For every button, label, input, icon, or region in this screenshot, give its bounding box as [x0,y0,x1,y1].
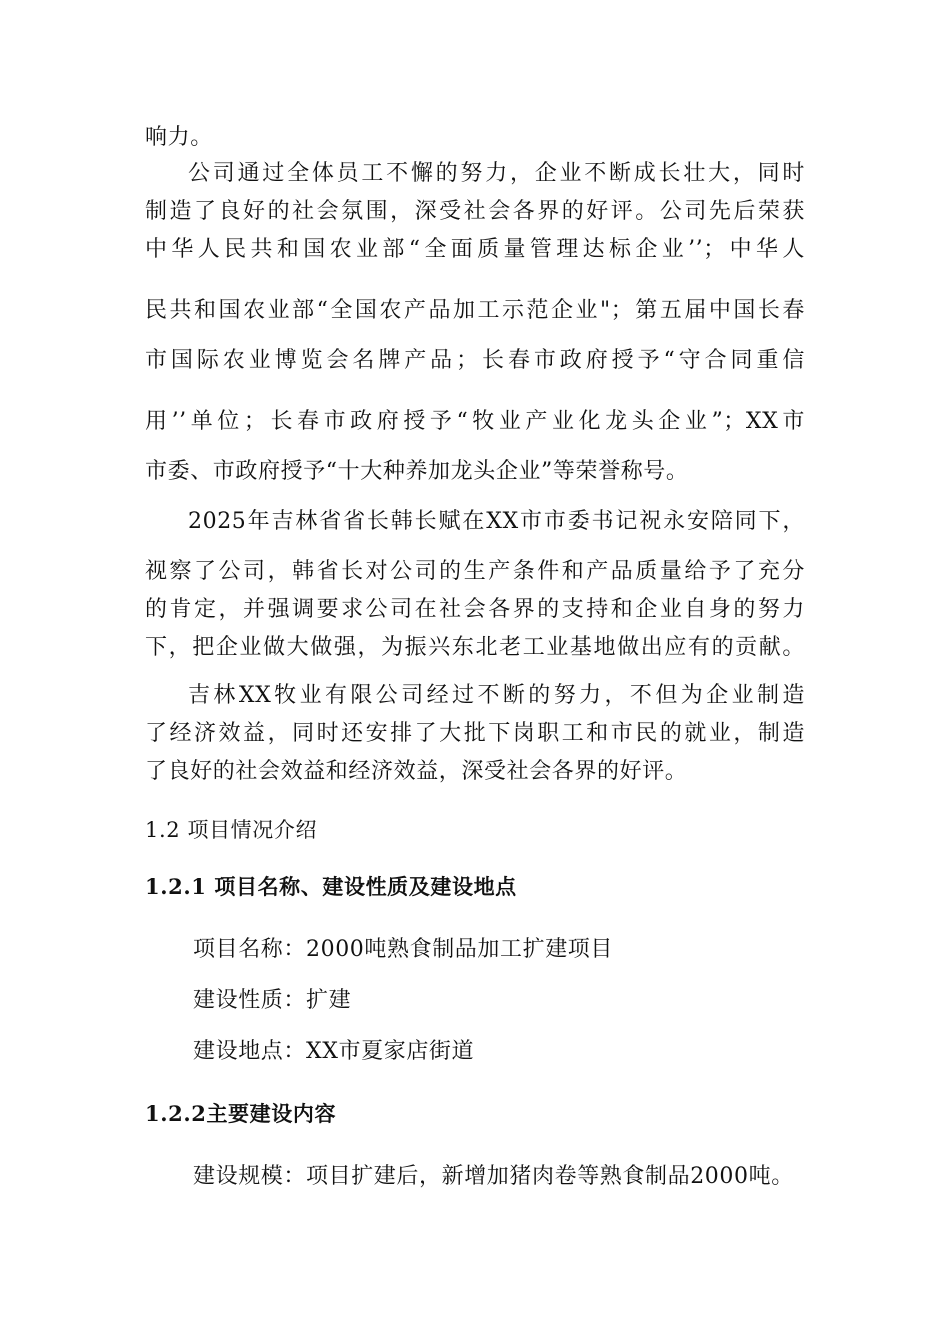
paragraph-line: 公司通过全体员工不懈的努力，企业不断成长壮大，同时 [188,161,805,186]
paragraph-line: 了良好的社会效益和经济效益，深受社会各界的好评。 [145,759,688,784]
construction-scale-item: 建设规模：项目扩建后，新增加猪肉卷等熟食制品2000吨。 [193,1164,794,1189]
project-name-item: 项目名称：2000吨熟食制品加工扩建项目 [193,937,613,962]
paragraph-line: 了经济效益，同时还安排了大批下岗职工和市民的就业，制造 [145,721,805,746]
section-heading-1-2-1: 1.2.1 项目名称、建设性质及建设地点 [145,874,517,899]
construction-location-item: 建设地点：XX市夏家店街道 [193,1039,475,1064]
section-heading-1-2-2: 1.2.2主要建设内容 [145,1101,337,1126]
section-heading-1-2: 1.2 项目情况介绍 [145,818,318,842]
paragraph-line: 制造了良好的社会氛围，深受社会各界的好评。公司先后荣获 [145,199,805,224]
construction-nature-item: 建设性质：扩建 [193,988,352,1013]
paragraph-line: 用’’单位；长春市政府授予“牧业产业化龙头企业”；XX市 [145,409,805,434]
paragraph-line: 民共和国农业部“全国农产品加工示范企业"；第五届中国长春 [145,298,805,323]
paragraph-line: 市委、市政府授予“十大种养加龙头企业”等荣誉称号。 [145,459,689,484]
paragraph-line: 市国际农业博览会名牌产品；长春市政府授予“守合同重信 [145,348,805,373]
paragraph-line: 下，把企业做大做强，为振兴东北老工业基地做出应有的贡献。 [145,635,805,660]
paragraph-line: 中华人民共和国农业部“全面质量管理达标企业’’；中华人 [145,237,805,262]
paragraph-line: 的肯定，并强调要求公司在社会各界的支持和企业自身的努力 [145,597,805,622]
paragraph-continuation: 响力。 [145,125,213,150]
paragraph-line: 吉林XX牧业有限公司经过不断的努力，不但为企业制造 [188,683,805,708]
paragraph-line: 视察了公司，韩省长对公司的生产条件和产品质量给予了充分 [145,559,805,584]
paragraph-line: 2025年吉林省省长韩长赋在XX市市委书记祝永安陪同下， [188,509,805,534]
